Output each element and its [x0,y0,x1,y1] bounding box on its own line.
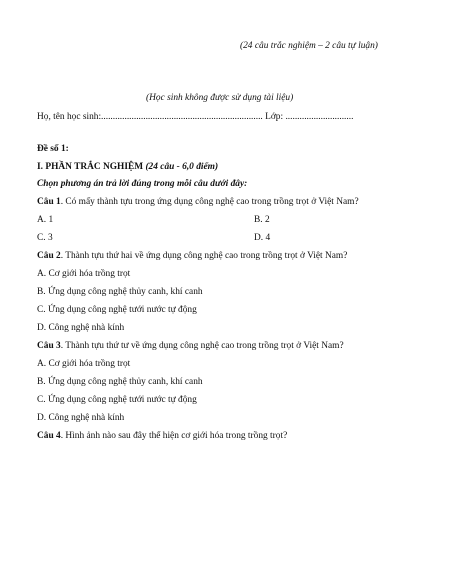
question-label: Câu 3 [37,341,61,351]
question-1 [37,197,359,207]
question-2 [37,251,347,261]
q2-option-d: D. Công nghệ nhà kính [37,323,125,333]
q1-option-b: B. 2 [254,215,270,225]
q2-option-b: B. Ứng dụng công nghệ thủy canh, khí canh [37,287,203,297]
question-text: . Có mấy thành tựu trong ứng dụng công nghệ cao trong trồng trọt ở Việt Nam? [60,197,359,207]
q1-option-a: A. 1 [37,215,54,225]
question-3 [37,341,344,351]
q2-option-a: A. Cơ giới hóa trồng trọt [37,269,131,279]
q1-option-d: D. 4 [254,233,271,243]
section-title [37,162,218,172]
section-title-main: I. PHẦN TRẮC NGHIỆM [37,162,144,172]
q3-option-d: D. Công nghệ nhà kính [37,413,125,423]
q3-option-b: B. Ứng dụng công nghệ thủy canh, khí canh [37,377,203,387]
exam-code: Đề số 1: [37,144,69,154]
question-text: . Thành tựu thứ tư về ứng dụng công nghệ cao trong trồng trọt ở Việt Nam? [60,341,344,351]
student-info-line: Họ, tên học sinh:..................................................................... Lớp: ............................. [37,112,354,122]
question-4 [37,431,287,441]
no-materials-note: (Học sinh không được sử dụng tài liệu) [146,93,294,103]
question-label: Câu 1 [37,197,61,207]
q1-option-c: C. 3 [37,233,53,243]
section-instruction: Chọn phương án trả lời đúng trong mỗi câu dưới đây: [37,179,248,189]
q3-option-a: A. Cơ giới hóa trồng trọt [37,359,131,369]
question-text: . Thành tựu thứ hai về ứng dụng công nghệ cao trong trồng trọt ở Việt Nam? [60,251,348,261]
exam-subtitle: (24 câu trắc nghiệm – 2 câu tự luận) [240,41,378,51]
question-label: Câu 4 [37,431,61,441]
question-label: Câu 2 [37,251,61,261]
question-text: . Hình ảnh nào sau đây thể hiện cơ giới hóa trong trồng trọt? [60,431,288,441]
q3-option-c: C. Ứng dụng công nghệ tưới nước tự động [37,395,197,405]
section-title-points: (24 câu - 6,0 điểm) [143,162,219,172]
q2-option-c: C. Ứng dụng công nghệ tưới nước tự động [37,305,197,315]
